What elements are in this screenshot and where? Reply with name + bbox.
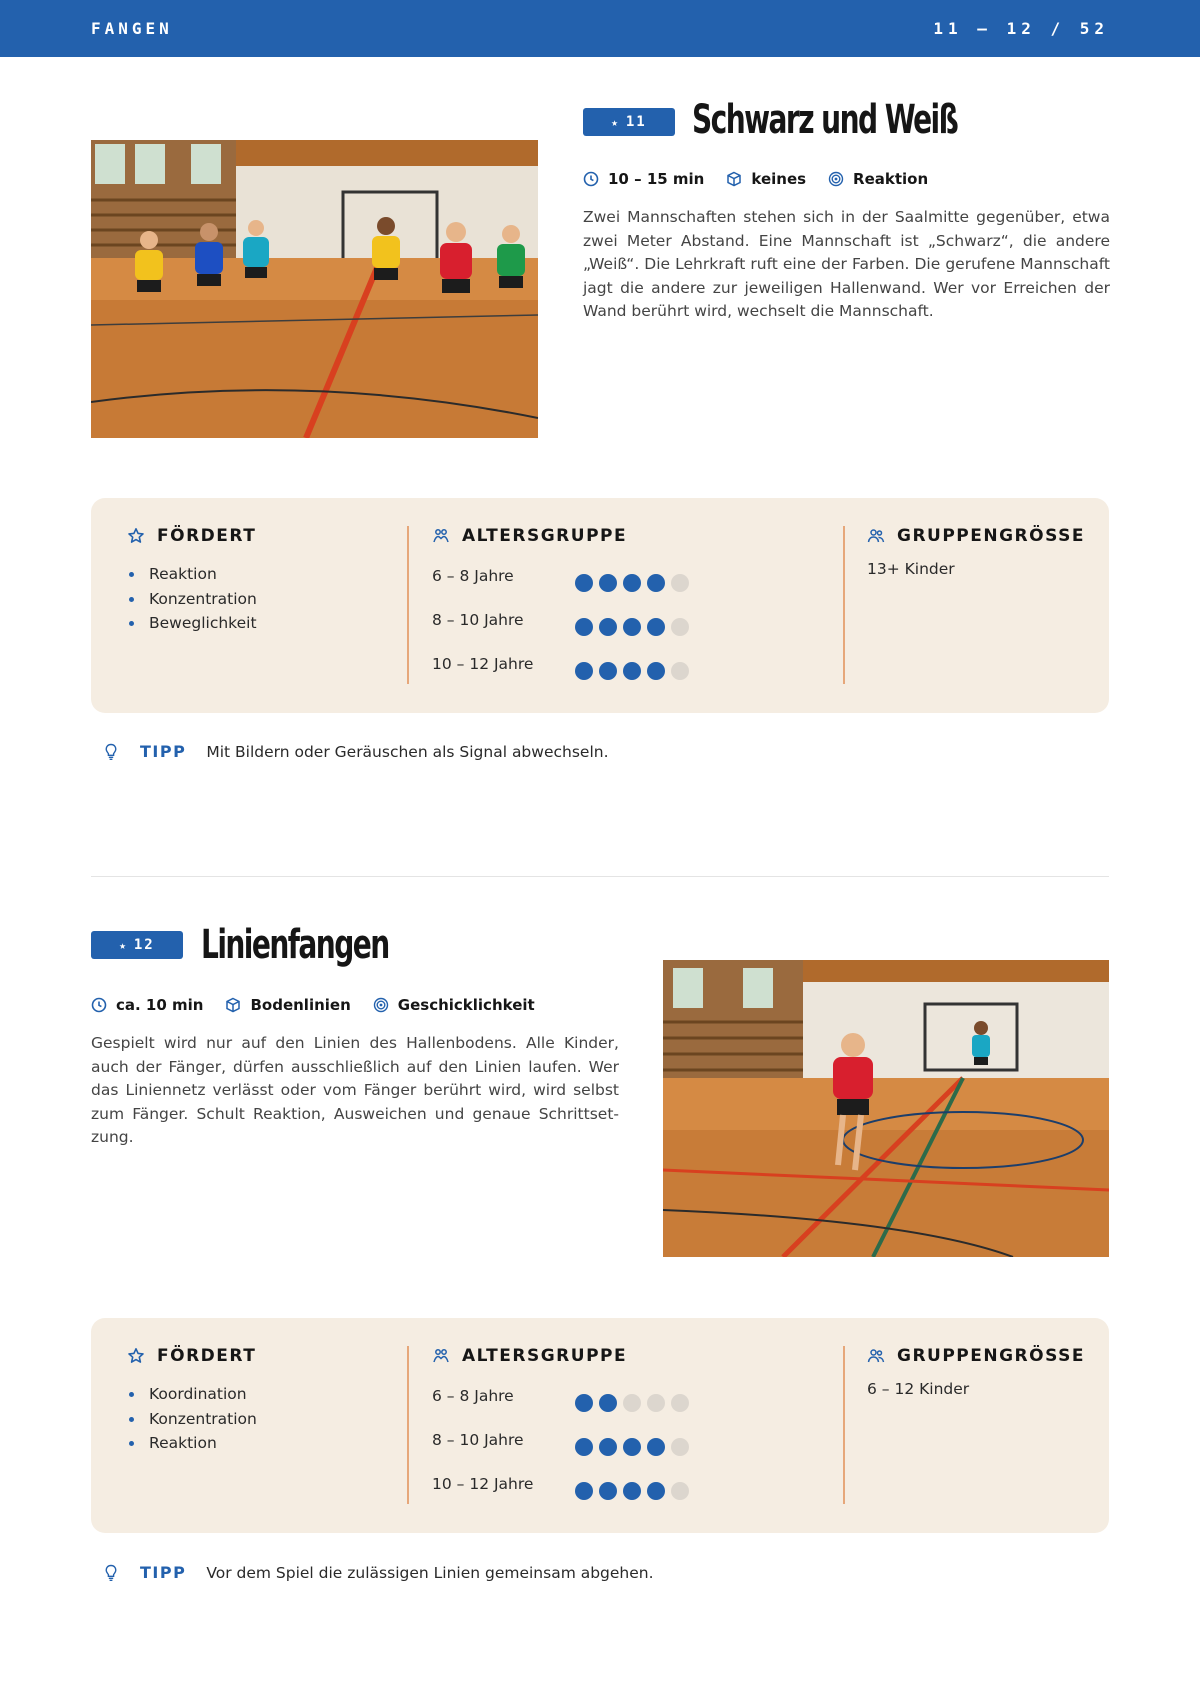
- rating-dots: [575, 618, 689, 636]
- age-rating-list: [432, 1374, 812, 1506]
- rating-dot-filled: [647, 618, 665, 636]
- rating-dot-filled: [575, 1438, 593, 1456]
- age-group-heading: ALTERSGRUPPE: [462, 1346, 628, 1366]
- focus: Geschicklichkeit: [397, 996, 535, 1014]
- material: keines: [751, 170, 807, 188]
- rating-dot-empty: [671, 662, 689, 680]
- promotes-list: [127, 562, 387, 636]
- column-divider: [843, 1346, 845, 1504]
- lightbulb-icon: [104, 1564, 118, 1582]
- list-item: Konzentration: [127, 1407, 387, 1432]
- top-bar: [0, 0, 1200, 57]
- star-icon: [127, 1347, 145, 1365]
- game-number: 12: [133, 937, 155, 953]
- rating-dot-filled: [599, 1394, 617, 1412]
- running-figure-icon: ★: [611, 115, 618, 129]
- rating-dots: [575, 1394, 689, 1412]
- people-icon: [867, 527, 885, 545]
- age-label: 10 – 12 Jahre: [432, 655, 534, 673]
- section-divider: [91, 876, 1109, 877]
- rating-dot-filled: [575, 1482, 593, 1500]
- rating-dots: [575, 1438, 689, 1456]
- group-size-heading: GRUPPENGRÖSSE: [897, 1346, 1085, 1366]
- clock-icon: [583, 171, 599, 187]
- game-title: Schwarz und Weiß: [692, 97, 958, 143]
- game-description: Zwei Mannschaften stehen sich in der Saalmitte gegenüber, etwa zwei Meter Abstand. Eine Mannschaft ist „Schwarz“, die andere „Weiß“. Die Lehrkraft ruft eine der Farben. Die gerufene Mannschaft jagt die andere zur jeweiligen Hallenwand. Wer vor Erreichen der Wand berührt wird, wechselt die Mannschaft.: [583, 208, 1110, 320]
- rating-dot-filled: [647, 662, 665, 680]
- cube-icon: [225, 997, 241, 1013]
- material: Bodenlinien: [250, 996, 351, 1014]
- age-label: 8 – 10 Jahre: [432, 611, 524, 629]
- age-group-heading: ALTERSGRUPPE: [462, 526, 628, 546]
- rating-dot-filled: [623, 1482, 641, 1500]
- rating-dot-filled: [623, 1438, 641, 1456]
- game-number: 11: [625, 114, 647, 130]
- game-title: Linienfangen: [201, 922, 389, 968]
- tip: [104, 742, 609, 761]
- list-item: Beweglichkeit: [127, 611, 387, 636]
- rating-dot-filled: [575, 618, 593, 636]
- rating-dot-empty: [671, 574, 689, 592]
- rating-dot-filled: [623, 574, 641, 592]
- group-size-heading: GRUPPENGRÖSSE: [897, 526, 1085, 546]
- rating-dot-filled: [575, 662, 593, 680]
- rating-dot-filled: [599, 1438, 617, 1456]
- cube-icon: [726, 171, 742, 187]
- age-label: 10 – 12 Jahre: [432, 1475, 534, 1493]
- column-divider: [843, 526, 845, 684]
- age-rating-row: [432, 642, 812, 686]
- rating-dot-empty: [671, 618, 689, 636]
- rating-dot-empty: [671, 1394, 689, 1412]
- age-rating-row: [432, 1418, 812, 1462]
- rating-dot-filled: [599, 1482, 617, 1500]
- promotes-heading: FÖRDERT: [157, 526, 257, 546]
- game-number-badge: [91, 931, 183, 959]
- tip-text: Vor dem Spiel die zulässigen Linien gemeinsam abgehen.: [206, 1563, 654, 1582]
- age-label: 6 – 8 Jahre: [432, 567, 514, 585]
- tip-label: TIPP: [140, 742, 187, 761]
- list-item: Koordination: [127, 1382, 387, 1407]
- list-item: Reaktion: [127, 562, 387, 587]
- lightbulb-icon: [104, 743, 118, 761]
- age-rating-row: [432, 598, 812, 642]
- children-icon: [432, 1347, 450, 1365]
- duration: 10 – 15 min: [608, 170, 705, 188]
- rating-dot-filled: [647, 1482, 665, 1500]
- info-panel: [91, 498, 1109, 713]
- group-size-value: 6 – 12 Kinder: [867, 1380, 970, 1398]
- target-icon: [373, 997, 389, 1013]
- duration: ca. 10 min: [116, 996, 204, 1014]
- rating-dot-filled: [647, 1438, 665, 1456]
- column-divider: [407, 526, 409, 684]
- rating-dots: [575, 662, 689, 680]
- game-photo: [91, 140, 538, 438]
- age-rating-row: [432, 1374, 812, 1418]
- game-photo: [663, 960, 1109, 1257]
- rating-dots: [575, 1482, 689, 1500]
- age-rating-list: [432, 554, 812, 686]
- rating-dots: [575, 574, 689, 592]
- rating-dot-empty: [671, 1482, 689, 1500]
- rating-dot-filled: [599, 574, 617, 592]
- age-label: 8 – 10 Jahre: [432, 1431, 524, 1449]
- running-figure-icon: ★: [119, 938, 126, 952]
- promotes-list: [127, 1382, 387, 1456]
- children-icon: [432, 527, 450, 545]
- rating-dot-empty: [623, 1394, 641, 1412]
- tip: [104, 1563, 654, 1582]
- section-title: FANGEN: [91, 19, 173, 38]
- rating-dot-filled: [623, 618, 641, 636]
- people-icon: [867, 1347, 885, 1365]
- rating-dot-empty: [647, 1394, 665, 1412]
- clock-icon: [91, 997, 107, 1013]
- focus: Reaktion: [853, 170, 929, 188]
- promotes-heading: FÖRDERT: [157, 1346, 257, 1366]
- rating-dot-empty: [671, 1438, 689, 1456]
- rating-dot-filled: [575, 574, 593, 592]
- rating-dot-filled: [575, 1394, 593, 1412]
- list-item: Konzentration: [127, 587, 387, 612]
- tip-label: TIPP: [140, 1563, 187, 1582]
- rating-dot-filled: [599, 662, 617, 680]
- tip-text: Mit Bildern oder Geräuschen als Signal abwechseln.: [206, 742, 609, 761]
- target-icon: [828, 171, 844, 187]
- page-numbers: 11 – 12 / 52: [933, 19, 1109, 38]
- game-number-badge: [583, 108, 675, 136]
- star-icon: [127, 527, 145, 545]
- info-panel: [91, 1318, 1109, 1533]
- game-meta: [91, 996, 557, 1014]
- rating-dot-filled: [599, 618, 617, 636]
- game-description: Gespielt wird nur auf den Linien des Hallenbodens. Alle Kinder, auch der Fänger, dürfen ausschließlich auf den Linien laufen. Wer das Liniennetz verlässt oder vom Fänger berührt wird, wird selbst zum Fänger. Schult Reaktion, Ausweichen und genaue Schrittsetzung.: [91, 1034, 619, 1146]
- rating-dot-filled: [647, 574, 665, 592]
- column-divider: [407, 1346, 409, 1504]
- rating-dot-filled: [623, 662, 641, 680]
- group-size-value: 13+ Kinder: [867, 560, 955, 578]
- age-rating-row: [432, 554, 812, 598]
- age-label: 6 – 8 Jahre: [432, 1387, 514, 1405]
- game-meta: [583, 170, 950, 188]
- age-rating-row: [432, 1462, 812, 1506]
- list-item: Reaktion: [127, 1431, 387, 1456]
